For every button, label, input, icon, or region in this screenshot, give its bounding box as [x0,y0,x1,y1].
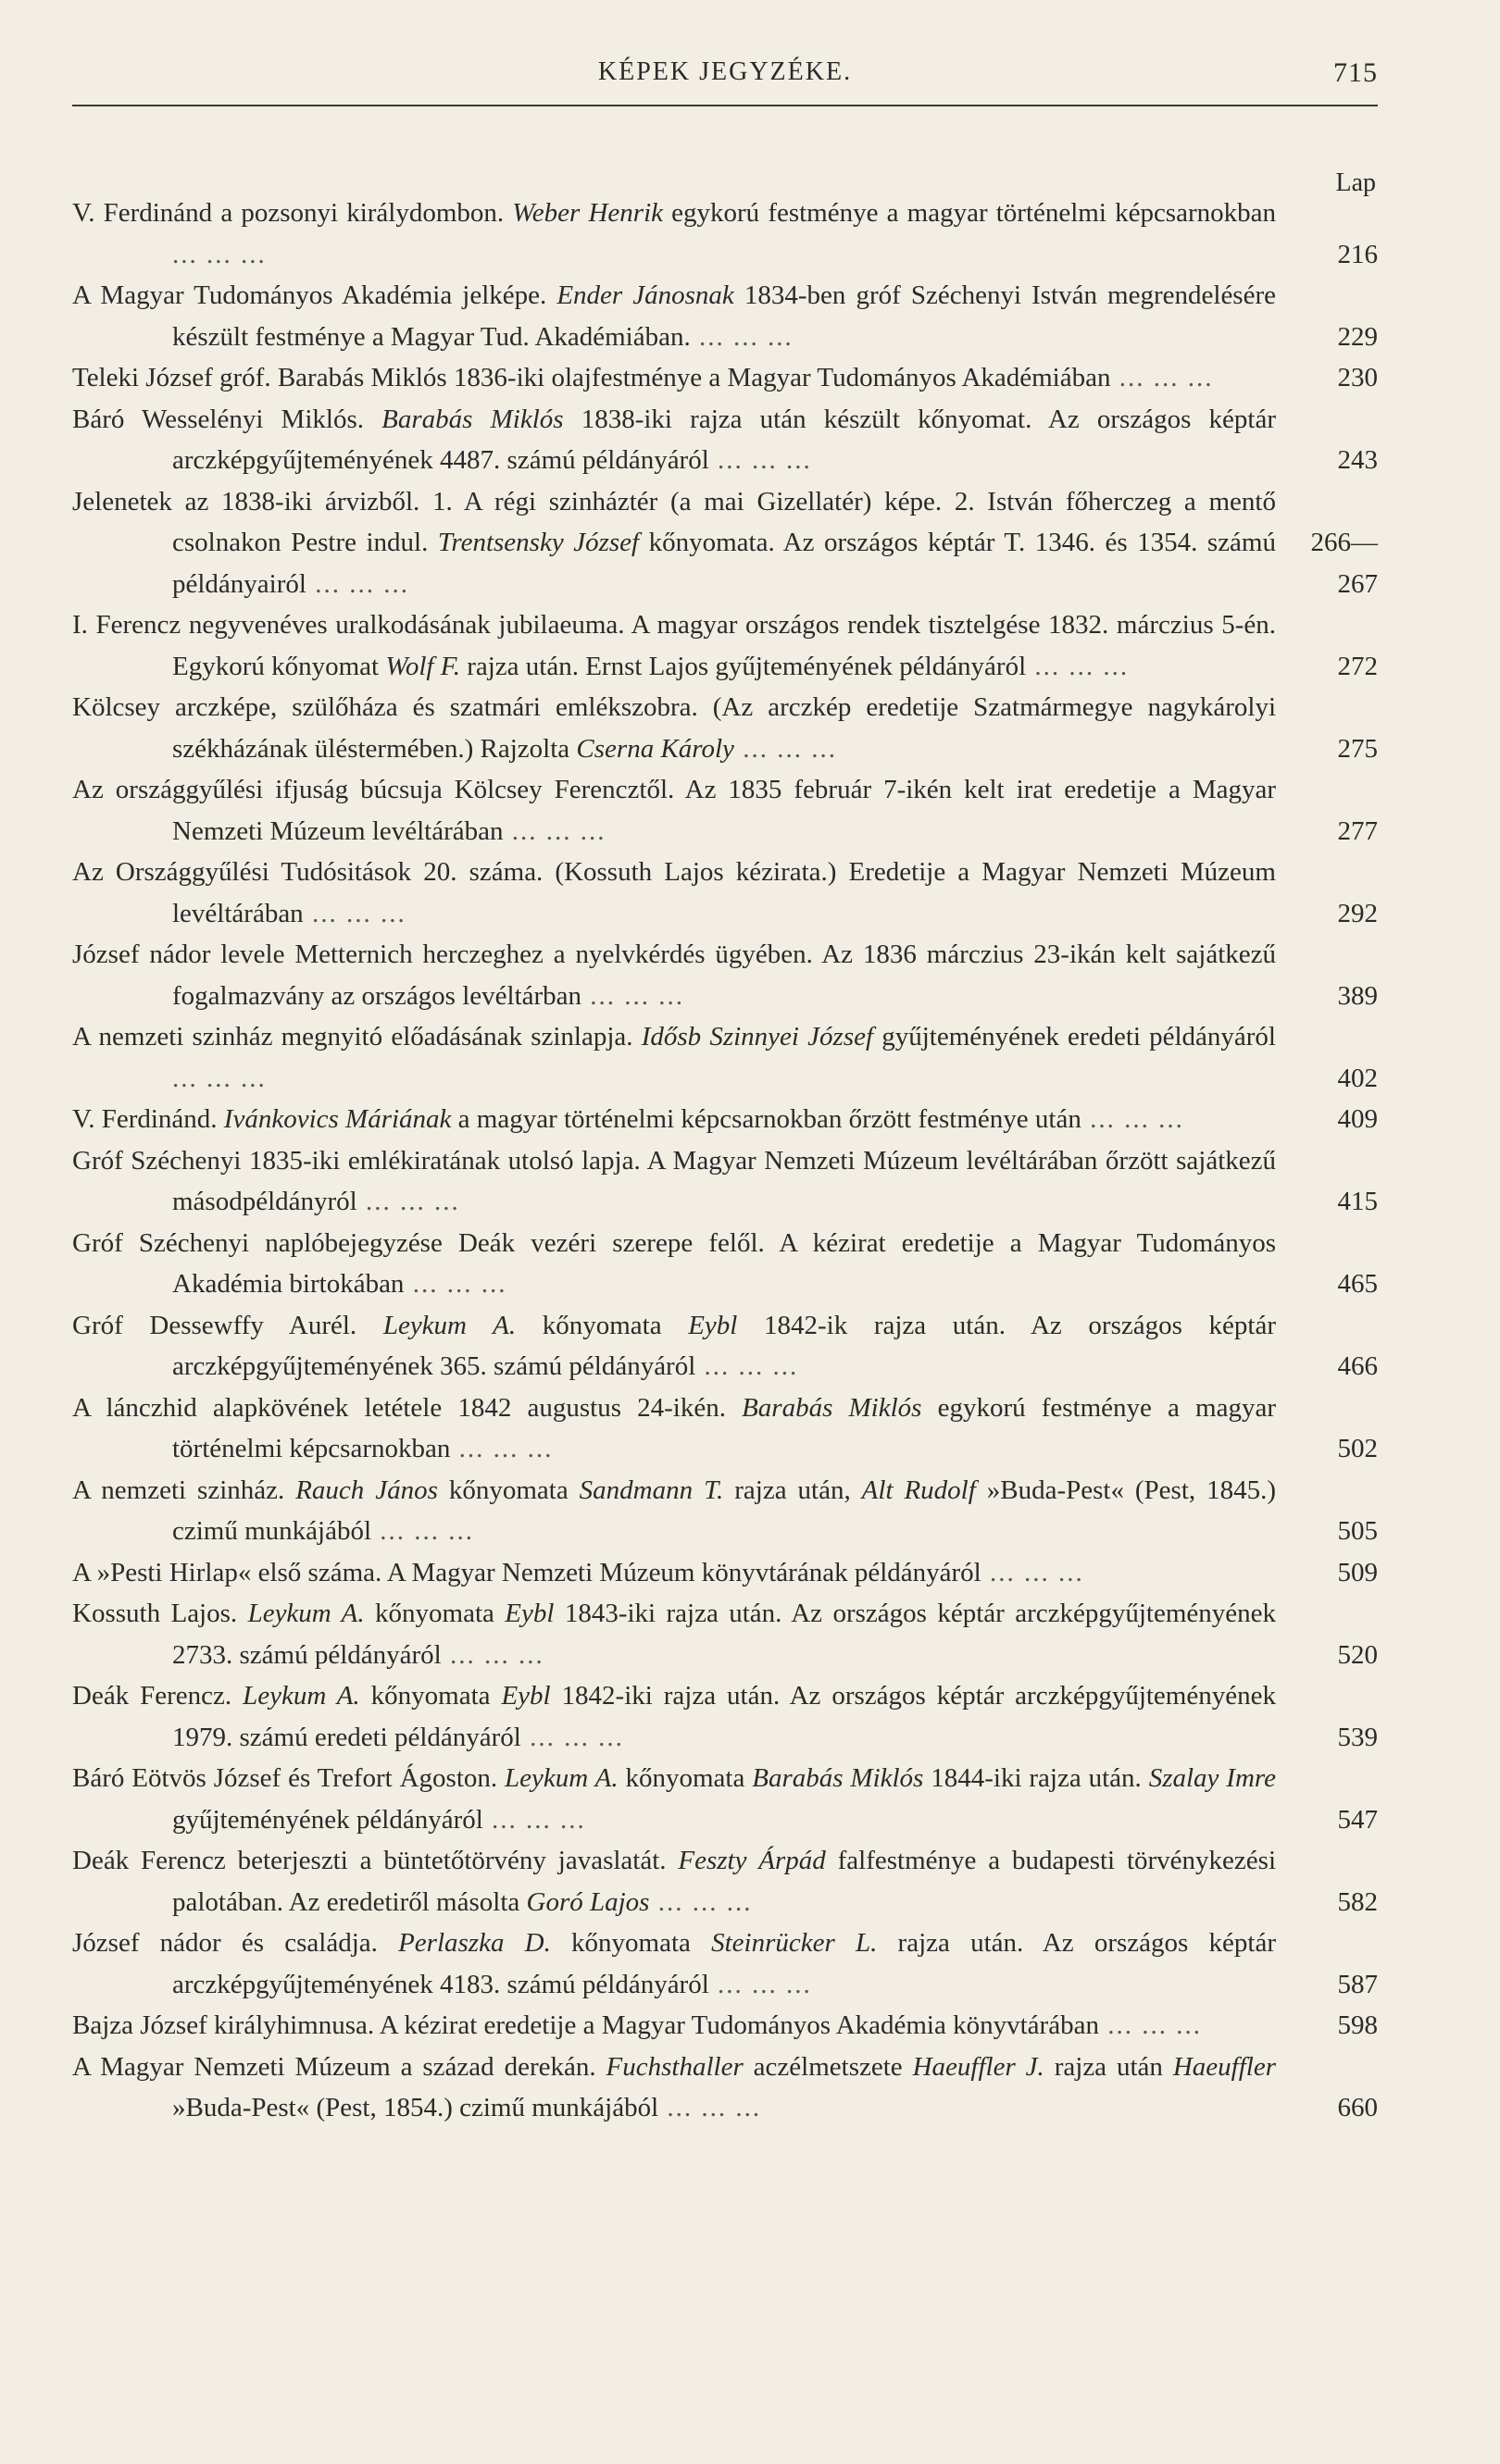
entry-page-number: 509 [1337,1557,1378,1587]
entry-author: Trentsensky József [437,528,640,557]
entry-text: rajza után. Az országos képtár arczképgyűjteményének 4183. számú példányáról [172,1928,1276,1999]
entry-page-number: 466 [1337,1351,1378,1381]
entry-text: V. Ferdinánd. [72,1104,224,1134]
dot-leader: ... ... ... [172,239,267,269]
figure-entry [72,1593,1378,1675]
figure-entry [72,1016,1378,1099]
figure-entry [72,769,1378,852]
dot-leader: ... ... ... [404,1269,507,1299]
entry-text: Deák Ferencz beterjeszti a büntetőtörvény javaslatát. [72,1846,679,1875]
entry-text: »Buda-Pest« (Pest, 1854.) czimű munkájából [172,2093,659,2122]
dot-leader: ... ... ... [450,1434,554,1463]
entry-author: Eybl [501,1681,551,1711]
entry-text: egykorú festménye a magyar történelmi képcsarnokban [663,198,1276,228]
entry-author: Weber Henrik [512,198,663,228]
entry-author: Eybl [505,1599,555,1628]
entry-text: József nádor és családja. [72,1928,399,1958]
entry-text: Az Országgyűlési Tudósitások 20. száma. (Kossuth Lajos kézirata.) Eredetije a Magyar Nemzeti Múzeum levéltárában [72,857,1276,928]
figure-entry [72,1388,1378,1470]
entry-text: A Magyar Nemzeti Múzeum a század derekán. [72,2051,606,2082]
dot-leader: ... ... ... [981,1557,1084,1587]
figure-entry [72,275,1378,357]
entry-text: I. Ferencz negyvenéves uralkodásának jubilaeuma. A magyar országos rendek tisztelgése 1832. márczius 5-én. Egykorú kőnyomat [72,610,1276,681]
figure-entry [72,1758,1378,1840]
entry-author: Leykum A. [505,1763,619,1793]
entry-author: Leykum A. [243,1681,360,1711]
dot-leader: ... ... ... [172,1063,267,1093]
entry-text: V. Ferdinánd a pozsonyi királydombon. [72,198,513,228]
entry-text: Báró Eötvös József és Trefort Ágoston. [72,1763,506,1793]
entry-text: A »Pesti Hirlap« első száma. A Magyar Nemzeti Múzeum könyvtárának példányáról [72,1557,981,1587]
dot-leader: ... ... ... [306,568,409,599]
entry-page-number: 243 [1337,445,1378,475]
entry-text: A lánczhid alapkövének letétele 1842 augustus 24-ikén. [72,1392,743,1423]
entry-page-number: 598 [1337,2010,1378,2040]
entry-page-number: 292 [1337,898,1378,928]
figure-entry [72,687,1378,769]
figure-entry [72,399,1378,481]
entry-text: egykorú festménye a magyar történelmi képcsarnokban [172,1392,1277,1463]
entry-author: Ivánkovics Máriának [223,1104,452,1134]
entry-page-number: 505 [1337,1516,1378,1546]
entry-text: rajza után, [723,1475,862,1505]
entry-text: Báró Wesselényi Miklós. [72,404,382,434]
dot-leader: ... ... ... [690,321,794,352]
entry-page-number: 409 [1337,1104,1378,1134]
dot-leader: ... ... ... [371,1516,475,1546]
entry-text: »Buda-Pest« (Pest, 1845.) czimű munkájából [172,1475,1277,1546]
entry-author: Steinrücker L. [711,1928,878,1958]
entry-author: Idősb Szinnyei József [641,1022,874,1052]
entry-author: Feszty Árpád [678,1846,826,1875]
entry-page-number: 229 [1337,321,1378,352]
entry-text: Deák Ferencz. [72,1681,244,1711]
entry-page-number: 582 [1337,1886,1378,1917]
figure-entry [72,1140,1378,1223]
entry-author: Wolf F. [385,651,460,681]
entry-author: Cserna Károly [576,733,734,764]
entry-text: Gróf Dessewffy Aurél. [72,1310,383,1340]
entry-author: Barabás Miklós [752,1763,924,1793]
entry-text: 1838-iki rajza után készült kőnyomat. Az országos képtár arczképgyűjteményének 4487. számú példányáról [172,404,1276,475]
dot-leader: ... ... ... [1026,651,1130,681]
entry-text: 1842-ik rajza után. Az országos képtár arczképgyűjteményének 365. számú példányáról [172,1310,1276,1381]
entry-text: 1843-iki rajza után. Az országos képtár arczképgyűjteményének 2733. számú példányáról [172,1599,1276,1670]
figure-entry [72,1923,1378,2005]
dot-leader: ... ... ... [581,980,685,1011]
entry-text: 1842-iki rajza után. Az országos képtár arczképgyűjteményének 1979. számú eredeti példányáról [172,1681,1276,1752]
figure-entry [72,357,1378,399]
dot-leader: ... ... ... [1110,363,1214,392]
entry-text: Az országgyűlési ifjuság búcsuja Kölcsey Ferencztől. Az 1835 február 7-ikén kelt irat eredetije a Magyar Nemzeti Múzeum levéltárában [72,775,1276,846]
entry-page-number: 266—267 [1310,528,1378,599]
entry-text: Kölcsey arczképe, szülőháza és szatmári emlékszobra. (Az arczkép eredetije Szatmármegye nagykárolyi székházának üléstermében.) Rajzolta [72,692,1276,764]
entry-author: Rauch János [295,1475,438,1505]
entry-text: kőnyomata [359,1681,502,1711]
dot-leader: ... ... ... [649,1886,753,1917]
entry-text: Kossuth Lajos. [72,1599,248,1628]
entry-author: Sandmann T. [579,1475,724,1505]
figure-entry [72,852,1378,934]
figure-entry [72,193,1378,275]
entry-page-number: 272 [1337,651,1378,681]
page-number: 715 [1333,57,1378,88]
entry-page-number: 502 [1337,1434,1378,1463]
figure-list [72,193,1378,2129]
entry-author: Barabás Miklós [742,1392,922,1423]
entry-text: Teleki József gróf. Barabás Miklós 1836-iki olajfestménye a Magyar Tudományos Akadémiában [72,363,1111,392]
dot-leader: ... ... ... [303,898,406,928]
entry-author: Haeuffler J. [912,2051,1044,2082]
entry-author: Leykum A. [247,1599,365,1628]
entry-text: A nemzeti szinház. [72,1475,296,1505]
entry-page-number: 230 [1337,363,1378,392]
entry-author: Fuchsthaller [606,2051,744,2082]
entry-text: gyűjteményének példányáról [172,1804,483,1835]
entry-page-number: 520 [1337,1639,1378,1670]
entry-author: Barabás Miklós [381,404,564,434]
entry-page-number: 539 [1337,1722,1378,1752]
entry-page-number: 277 [1337,815,1378,846]
entry-page-number: 216 [1337,239,1378,269]
entry-page-number: 275 [1337,733,1378,764]
dot-leader: ... ... ... [733,733,837,764]
entry-page-number: 465 [1337,1269,1378,1299]
entry-text: kőnyomata. Az országos képtár T. 1346. és 1354. számú példányairól [172,528,1276,599]
entry-text: 1844-iki rajza után. [923,1763,1149,1793]
dot-leader: ... ... ... [695,1351,799,1381]
entry-text: gyűjteményének eredeti példányáról [873,1022,1276,1052]
figure-entry [72,2005,1378,2047]
entry-text: József nádor levele Metternich herczeghez a nyelvkérdés ügyében. Az 1836 márczius 23-ikán kelt sajátkezű fogalmazvány az országos levéltárban [72,940,1276,1011]
entry-text: Bajza József királyhimnusa. A kézirat eredetije a Magyar Tudományos Akadémia könyvtárában [72,2010,1099,2040]
entry-text: A Magyar Tudományos Akadémia jelképe. [72,280,557,310]
entry-author: Alt Rudolf [861,1475,976,1505]
dot-leader: ... ... ... [708,1969,812,1999]
figure-entry [72,934,1378,1016]
entry-text: rajza után. Ernst Lajos gyűjteményének példányáról [459,651,1027,681]
entry-page-number: 389 [1337,980,1378,1011]
page-header [72,57,1378,94]
entry-page-number: 415 [1337,1187,1378,1216]
entry-text: kőnyomata [550,1928,712,1958]
entry-page-number: 402 [1337,1063,1378,1093]
dot-leader: ... ... ... [1081,1104,1184,1134]
entry-text: Gróf Széchenyi naplóbejegyzése Deák vezéri szerepe felől. A kézirat eredetije a Magyar Tudományos Akadémia birtokában [72,1227,1276,1299]
entry-text: Jelenetek az 1838-iki árvizből. 1. A régi szinháztér (a mai Gizellatér) képe. 2. István főherczeg a mentő csolnakon Pestre indul. [72,486,1276,557]
running-title: KÉPEK JEGYZÉKE. [597,57,853,86]
entry-page-number: 660 [1337,2093,1378,2122]
entry-author: Szalay Imre [1148,1763,1276,1793]
dot-leader: ... ... ... [482,1804,586,1835]
entry-text: 1834-ben gróf Széchenyi István megrendelésére készült festménye a Magyar Tud. Akadémiában. [172,280,1276,352]
dot-leader: ... ... ... [520,1722,624,1752]
figure-entry [72,1470,1378,1552]
entry-page-number: 547 [1337,1804,1378,1835]
entry-text: aczélmetszete [743,2051,913,2082]
figure-entry [72,1840,1378,1923]
figure-entry [72,1099,1378,1140]
entry-text: kőnyomata [364,1599,506,1628]
entry-text: kőnyomata [516,1310,689,1340]
entry-text: kőnyomata [618,1763,753,1793]
figure-entry [72,2047,1378,2129]
dot-leader: ... ... ... [658,2093,762,2122]
entry-author: Leykum A. [382,1310,517,1340]
entry-page-number: 587 [1337,1969,1378,1999]
entry-text: Gróf Széchenyi 1835-iki emlékiratának utolsó lapja. A Magyar Nemzeti Múzeum levéltárában őrzött sajátkezű másodpéldányról [72,1145,1276,1216]
entry-text: rajza után [1044,2051,1173,2082]
figure-entry [72,1223,1378,1305]
entry-text: falfestménye a budapesti törvénykezési palotában. Az eredetiről másolta [172,1846,1276,1917]
dot-leader: ... ... ... [441,1639,544,1670]
figure-entry [72,1305,1378,1388]
figure-entry [72,1552,1378,1594]
entry-text: kőnyomata [437,1475,580,1505]
dot-leader: ... ... ... [708,445,812,475]
entry-author: Haeuffler [1172,2051,1277,2082]
page-column-label: Lap [1335,168,1376,197]
entry-author: Eybl [688,1310,738,1340]
entry-author: Ender Jánosnak [556,280,734,310]
dot-leader: ... ... ... [1098,2010,1202,2040]
entry-text: a magyar történelmi képcsarnokban őrzött festménye után [451,1104,1081,1134]
entry-author: Perlaszka D. [398,1928,551,1958]
header-rule [72,105,1378,106]
dot-leader: ... ... ... [356,1187,460,1216]
figure-entry [72,604,1378,687]
entry-author: Goró Lajos [526,1886,650,1917]
dot-leader: ... ... ... [503,815,606,846]
figure-entry [72,481,1378,605]
entry-text: A nemzeti szinház megnyitó előadásának szinlapja. [72,1022,642,1052]
figure-entry [72,1675,1378,1758]
